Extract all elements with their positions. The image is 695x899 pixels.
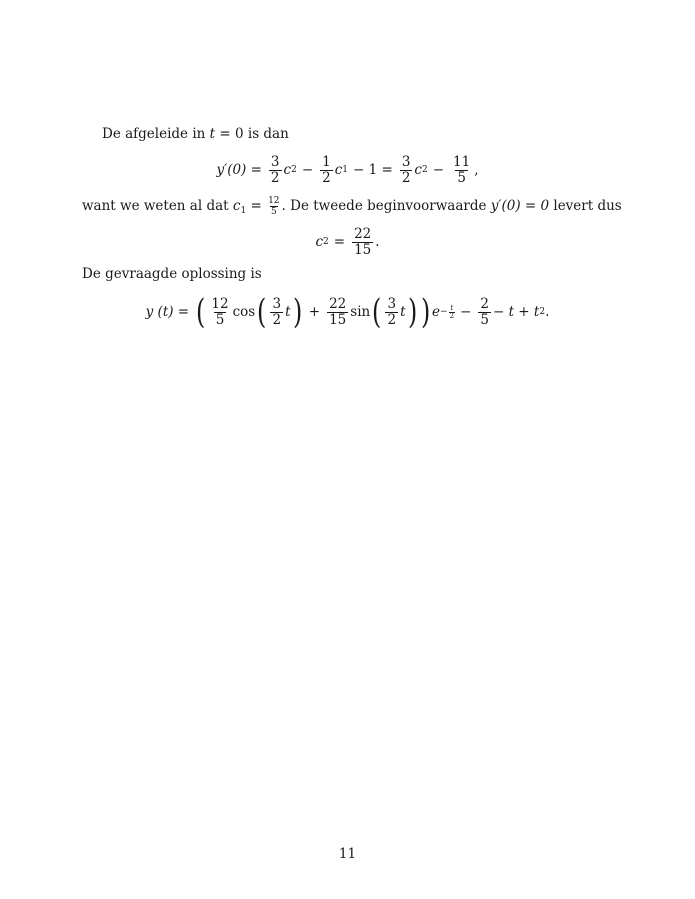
text: De afgeleide in bbox=[102, 126, 206, 142]
function-name: sin bbox=[350, 304, 371, 320]
operator: + bbox=[308, 304, 321, 320]
equation-solution bbox=[0, 290, 695, 334]
paren: ) bbox=[420, 292, 431, 332]
math-var: c bbox=[283, 162, 292, 178]
equation-derivative bbox=[0, 152, 695, 188]
operator: − 1 = bbox=[353, 162, 393, 178]
math-expr: y′(0) = 0 bbox=[490, 198, 550, 214]
paragraph-derivative-intro bbox=[102, 126, 289, 142]
punctuation: . bbox=[375, 234, 380, 250]
math-var: e bbox=[432, 304, 441, 320]
math-expr: − t + t bbox=[492, 304, 540, 320]
page-number: 11 bbox=[338, 846, 357, 862]
subscript: 2 bbox=[421, 165, 428, 175]
paragraph-solution-intro bbox=[82, 266, 262, 282]
superscript: 2 bbox=[539, 307, 546, 317]
operator: − bbox=[432, 162, 445, 178]
fraction: $\frac{22}{15}$ bbox=[329, 295, 347, 328]
fraction: $\frac{3}{2}$ bbox=[401, 153, 411, 186]
text: want we weten al dat bbox=[82, 198, 229, 214]
fraction: $\frac{3}{2}$ bbox=[270, 153, 280, 186]
paren: ( bbox=[372, 292, 382, 332]
function-name: cos bbox=[232, 304, 256, 320]
math-var: t bbox=[285, 304, 291, 320]
fraction: $\frac{22}{15}$ bbox=[354, 225, 372, 258]
subscript: 1 bbox=[342, 165, 349, 175]
fraction: $\frac{11}{5}$ bbox=[453, 153, 471, 186]
math-var: c bbox=[334, 162, 343, 178]
text: levert dus bbox=[553, 198, 622, 214]
paren: ) bbox=[292, 292, 302, 332]
paren: ( bbox=[196, 292, 206, 332]
subscript: 2 bbox=[291, 165, 297, 175]
math-text: = 0 bbox=[219, 126, 244, 142]
equation-c2 bbox=[0, 224, 695, 260]
fraction: $\frac{2}{5}$ bbox=[480, 295, 489, 328]
fraction: $\frac{3}{2}$ bbox=[387, 295, 397, 328]
inline-fraction: $\frac{12}{5}$ bbox=[268, 196, 280, 217]
paren: ( bbox=[257, 292, 267, 332]
math-var: c bbox=[315, 234, 324, 250]
paren: ) bbox=[407, 292, 417, 332]
math-lhs: y′(0) = bbox=[216, 162, 262, 178]
text: De gevraagde oplossing is bbox=[82, 266, 262, 282]
punctuation: , bbox=[474, 162, 479, 178]
math-var: c bbox=[232, 198, 241, 214]
paragraph-initial-condition bbox=[82, 196, 622, 219]
operator: − bbox=[301, 162, 314, 178]
fraction: $\frac{3}{2}$ bbox=[272, 295, 282, 328]
operator: − bbox=[460, 304, 472, 320]
operator: = bbox=[333, 234, 346, 250]
subscript: 2 bbox=[323, 237, 329, 247]
superscript: − bbox=[440, 307, 448, 317]
fraction: $\frac{1}{2}$ bbox=[322, 153, 331, 186]
text: . De tweede beginvoorwaarde bbox=[281, 198, 487, 214]
math-var: t bbox=[209, 126, 216, 142]
subscript: 1 bbox=[240, 206, 247, 216]
math-lhs: y (t) = bbox=[145, 304, 190, 320]
fraction: $\frac{12}{5}$ bbox=[211, 295, 229, 328]
operator: = bbox=[250, 198, 262, 214]
text: is dan bbox=[247, 126, 289, 142]
math-var: c bbox=[414, 162, 422, 178]
punctuation: . bbox=[545, 304, 550, 320]
math-var: t bbox=[400, 304, 406, 320]
exponent-fraction: $\frac{t}{2}$ bbox=[449, 303, 455, 320]
